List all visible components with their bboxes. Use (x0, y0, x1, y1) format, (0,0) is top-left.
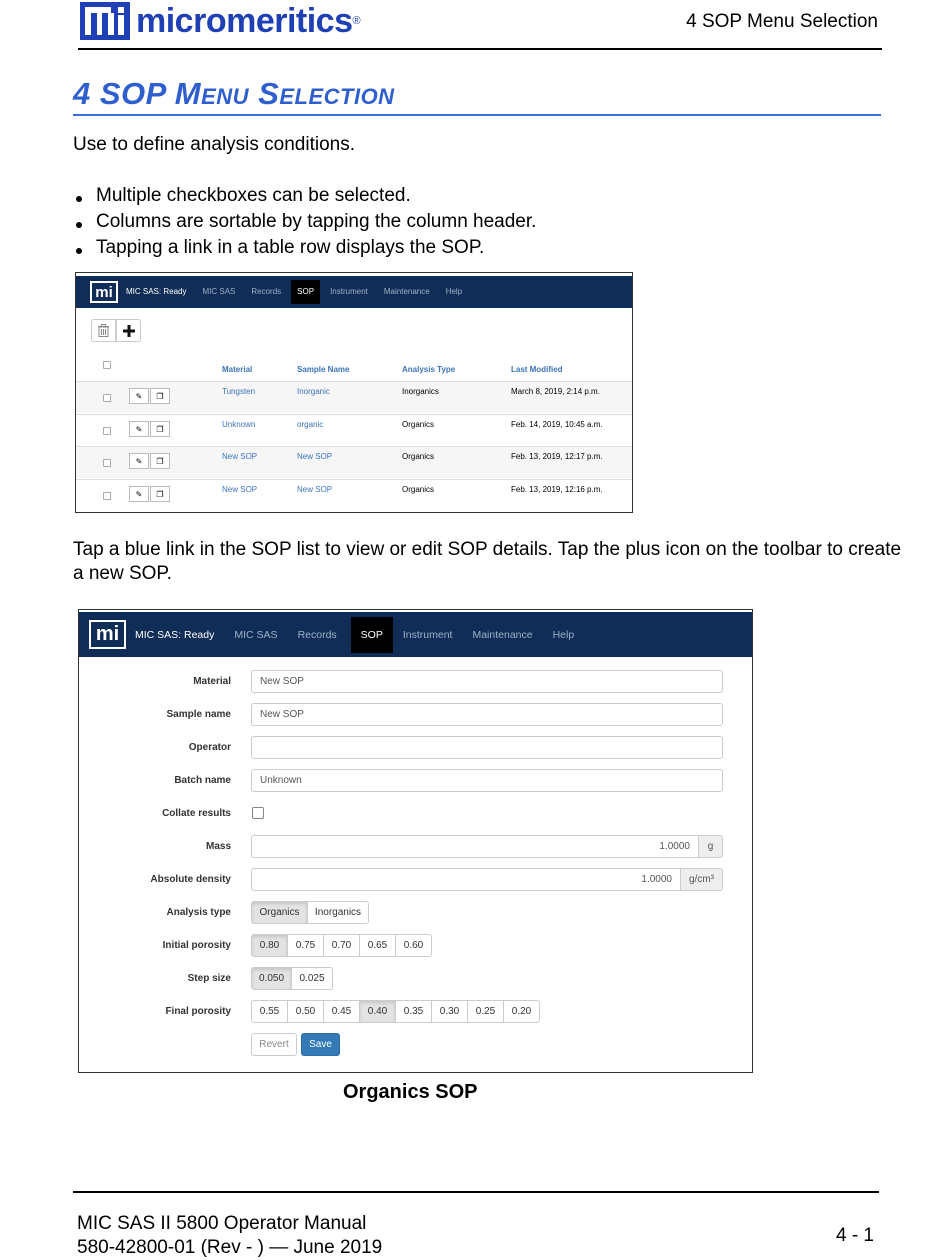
edit-icon: ✎ (135, 424, 143, 434)
option-inorganics[interactable]: Inorganics (307, 901, 369, 924)
batch-name-input[interactable]: Unknown (251, 769, 723, 792)
initial-porosity-label: Initial porosity (162, 940, 231, 951)
sop-list-screenshot (75, 272, 633, 513)
copy-button[interactable] (150, 388, 170, 404)
final-porosity-option[interactable]: 0.50 (287, 1000, 324, 1023)
edit-icon: ✎ (135, 489, 143, 499)
sample-name-row (79, 703, 752, 727)
initial-porosity-option[interactable]: 0.65 (359, 934, 396, 957)
edit-button[interactable] (129, 421, 149, 437)
last-modified-cell: Feb. 14, 2019, 10:45 a.m. (511, 420, 603, 429)
absolute-density-row (79, 868, 752, 892)
row-checkbox[interactable] (103, 394, 111, 402)
bullet-dot-icon (76, 196, 82, 202)
nav-mic-sas[interactable]: MIC SAS (234, 628, 278, 641)
figure-caption: Organics SOP (343, 1081, 478, 1103)
nav-sop[interactable]: SOP (291, 280, 320, 304)
chapter-title-text: 4 SOP Menu Selection (73, 76, 395, 111)
nav-instrument[interactable]: Instrument (330, 287, 368, 296)
analysis-type-cell: Organics (402, 420, 435, 429)
absolute-density-input[interactable]: 1.0000 (251, 868, 681, 891)
running-header-title: 4 SOP Menu Selection (686, 11, 878, 32)
trash-icon (98, 324, 109, 337)
app-navbar (79, 610, 752, 657)
initial-porosity-option[interactable]: 0.70 (323, 934, 360, 957)
step-size-group (251, 967, 333, 990)
last-modified-cell: March 8, 2019, 2:14 p.m. (511, 387, 600, 396)
mass-label: Mass (205, 841, 231, 852)
edit-button[interactable] (129, 453, 149, 469)
batch-name-label: Batch name (174, 775, 231, 786)
nav-mic-sas[interactable]: MIC SAS (202, 287, 236, 296)
copy-icon: ❐ (156, 456, 164, 466)
col-analysis-type[interactable]: Analysis Type (402, 365, 456, 374)
mass-row (79, 835, 752, 859)
intro-paragraph: Use to define analysis conditions. (73, 134, 355, 155)
app-navbar (76, 273, 632, 308)
table-row (76, 381, 632, 413)
analysis-type-row (79, 901, 752, 925)
last-modified-cell: Feb. 13, 2019, 12:16 p.m. (511, 485, 603, 494)
nav-records[interactable]: Records (251, 287, 282, 296)
plus-icon (123, 325, 135, 337)
material-link[interactable]: Unknown (222, 420, 256, 429)
final-porosity-option[interactable]: 0.20 (503, 1000, 540, 1023)
material-row (79, 670, 752, 694)
analysis-type-group (251, 901, 369, 924)
sample-name-link[interactable]: Inorganic (297, 387, 330, 396)
material-link[interactable]: New SOP (222, 485, 258, 494)
add-sop-button[interactable] (116, 319, 141, 342)
nav-maintenance[interactable]: Maintenance (472, 628, 533, 641)
initial-porosity-option[interactable]: 0.80 (251, 934, 288, 957)
col-material[interactable]: Material (222, 365, 253, 374)
sample-name-link[interactable]: New SOP (297, 485, 333, 494)
sample-name-input[interactable]: New SOP (251, 703, 723, 726)
operator-row (79, 736, 752, 760)
select-all-checkbox[interactable] (103, 361, 111, 369)
table-row (76, 414, 632, 446)
sample-name-label: Sample name (166, 709, 231, 720)
copy-button[interactable] (150, 486, 170, 502)
bullet-dot-icon (76, 222, 82, 228)
step-size-label: Step size (187, 973, 231, 984)
form-actions (79, 1033, 752, 1057)
absolute-density-unit: g/cm³ (681, 868, 723, 891)
final-porosity-option[interactable]: 0.40 (359, 1000, 396, 1023)
operator-input[interactable] (251, 736, 723, 759)
collate-results-row (79, 802, 752, 826)
mi-logo-icon (80, 2, 130, 40)
col-sample-name[interactable]: Sample Name (297, 365, 350, 374)
last-modified-cell: Feb. 13, 2019, 12:17 p.m. (511, 452, 603, 461)
row-checkbox[interactable] (103, 492, 111, 500)
final-porosity-row (79, 1000, 752, 1024)
final-porosity-option[interactable]: 0.45 (323, 1000, 360, 1023)
save-button[interactable]: Save (301, 1033, 340, 1056)
delete-button[interactable] (91, 319, 116, 342)
revert-button[interactable]: Revert (251, 1033, 297, 1056)
nav-status: MIC SAS: Ready (135, 628, 215, 641)
page-number: 4 - 1 (835, 1225, 874, 1246)
initial-porosity-group (251, 934, 432, 957)
final-porosity-option[interactable]: 0.55 (251, 1000, 288, 1023)
bullet-item: Columns are sortable by tapping the column header. (73, 210, 536, 236)
step-size-row (79, 967, 752, 991)
nav-sop[interactable]: SOP (351, 617, 393, 653)
instruction-paragraph: Tap a blue link in the SOP list to view or edit SOP details. Tap the plus icon on the toolbar to create a new SOP. (73, 539, 902, 584)
row-checkbox[interactable] (103, 459, 111, 467)
nav-records[interactable]: Records (297, 628, 337, 641)
table-row (76, 479, 632, 511)
mass-input[interactable]: 1.0000 (251, 835, 699, 858)
final-porosity-option[interactable]: 0.30 (431, 1000, 468, 1023)
row-checkbox[interactable] (103, 427, 111, 435)
step-size-option[interactable]: 0.050 (251, 967, 292, 990)
analysis-type-label: Analysis type (166, 907, 231, 918)
batch-name-row (79, 769, 752, 793)
bullet-list (73, 184, 536, 262)
mass-unit: g (699, 835, 723, 858)
collate-results-checkbox[interactable] (252, 807, 264, 819)
absolute-density-label: Absolute density (150, 874, 231, 885)
copy-button[interactable] (150, 421, 170, 437)
copy-button[interactable] (150, 453, 170, 469)
final-porosity-group (251, 1000, 540, 1023)
nav-instrument[interactable]: Instrument (402, 628, 453, 641)
copy-icon: ❐ (156, 391, 164, 401)
analysis-type-cell: Inorganics (402, 387, 439, 396)
nav-help[interactable]: Help (445, 287, 463, 296)
footer-divider (73, 1191, 879, 1193)
material-input[interactable]: New SOP (251, 670, 723, 693)
page-header (78, 0, 882, 50)
bullet-item: Tapping a link in a table row displays the SOP. (73, 236, 536, 262)
micromeritics-logo (80, 2, 361, 40)
material-label: Material (193, 676, 231, 687)
material-link[interactable]: New SOP (222, 452, 258, 461)
mi-app-logo-icon[interactable]: mi (89, 620, 126, 649)
footer-manual-title: MIC SAS II 5800 Operator Manual (77, 1213, 367, 1234)
initial-porosity-option[interactable]: 0.60 (395, 934, 432, 957)
table-row (76, 446, 632, 478)
edit-button[interactable] (129, 388, 149, 404)
nav-status: MIC SAS: Ready (126, 287, 187, 296)
copy-icon: ❐ (156, 424, 164, 434)
mi-app-logo-icon[interactable]: mi (90, 281, 118, 303)
material-link[interactable]: Tungsten (222, 387, 256, 396)
operator-label: Operator (188, 742, 231, 753)
edit-icon: ✎ (135, 391, 143, 401)
edit-button[interactable] (129, 486, 149, 502)
bullet-item: Multiple checkboxes can be selected. (73, 184, 536, 210)
initial-porosity-row (79, 934, 752, 958)
initial-porosity-option[interactable]: 0.75 (287, 934, 324, 957)
footer-doc-number: 580-42800-01 (Rev - ) — June 2019 (77, 1237, 383, 1258)
sop-form-screenshot (78, 609, 753, 1073)
analysis-type-cell: Organics (402, 452, 435, 461)
edit-icon: ✎ (135, 456, 143, 466)
sample-name-link[interactable]: organic (297, 420, 324, 429)
footer-info (77, 1212, 382, 1260)
table-header (76, 365, 632, 382)
sample-name-link[interactable]: New SOP (297, 452, 333, 461)
final-porosity-option[interactable]: 0.25 (467, 1000, 504, 1023)
final-porosity-label: Final porosity (165, 1006, 231, 1017)
step-size-option[interactable]: 0.025 (291, 967, 333, 990)
registered-mark: ® (352, 15, 361, 27)
chapter-title (73, 76, 881, 116)
col-last-modified[interactable]: Last Modified (511, 365, 563, 374)
bullet-dot-icon (76, 248, 82, 254)
option-organics[interactable]: Organics (251, 901, 308, 924)
final-porosity-option[interactable]: 0.35 (395, 1000, 432, 1023)
analysis-type-cell: Organics (402, 485, 435, 494)
logo-wordmark: micromeritics (136, 2, 353, 40)
collate-results-label: Collate results (162, 808, 231, 819)
nav-maintenance[interactable]: Maintenance (383, 287, 430, 296)
copy-icon: ❐ (156, 489, 164, 499)
nav-help[interactable]: Help (552, 628, 575, 641)
